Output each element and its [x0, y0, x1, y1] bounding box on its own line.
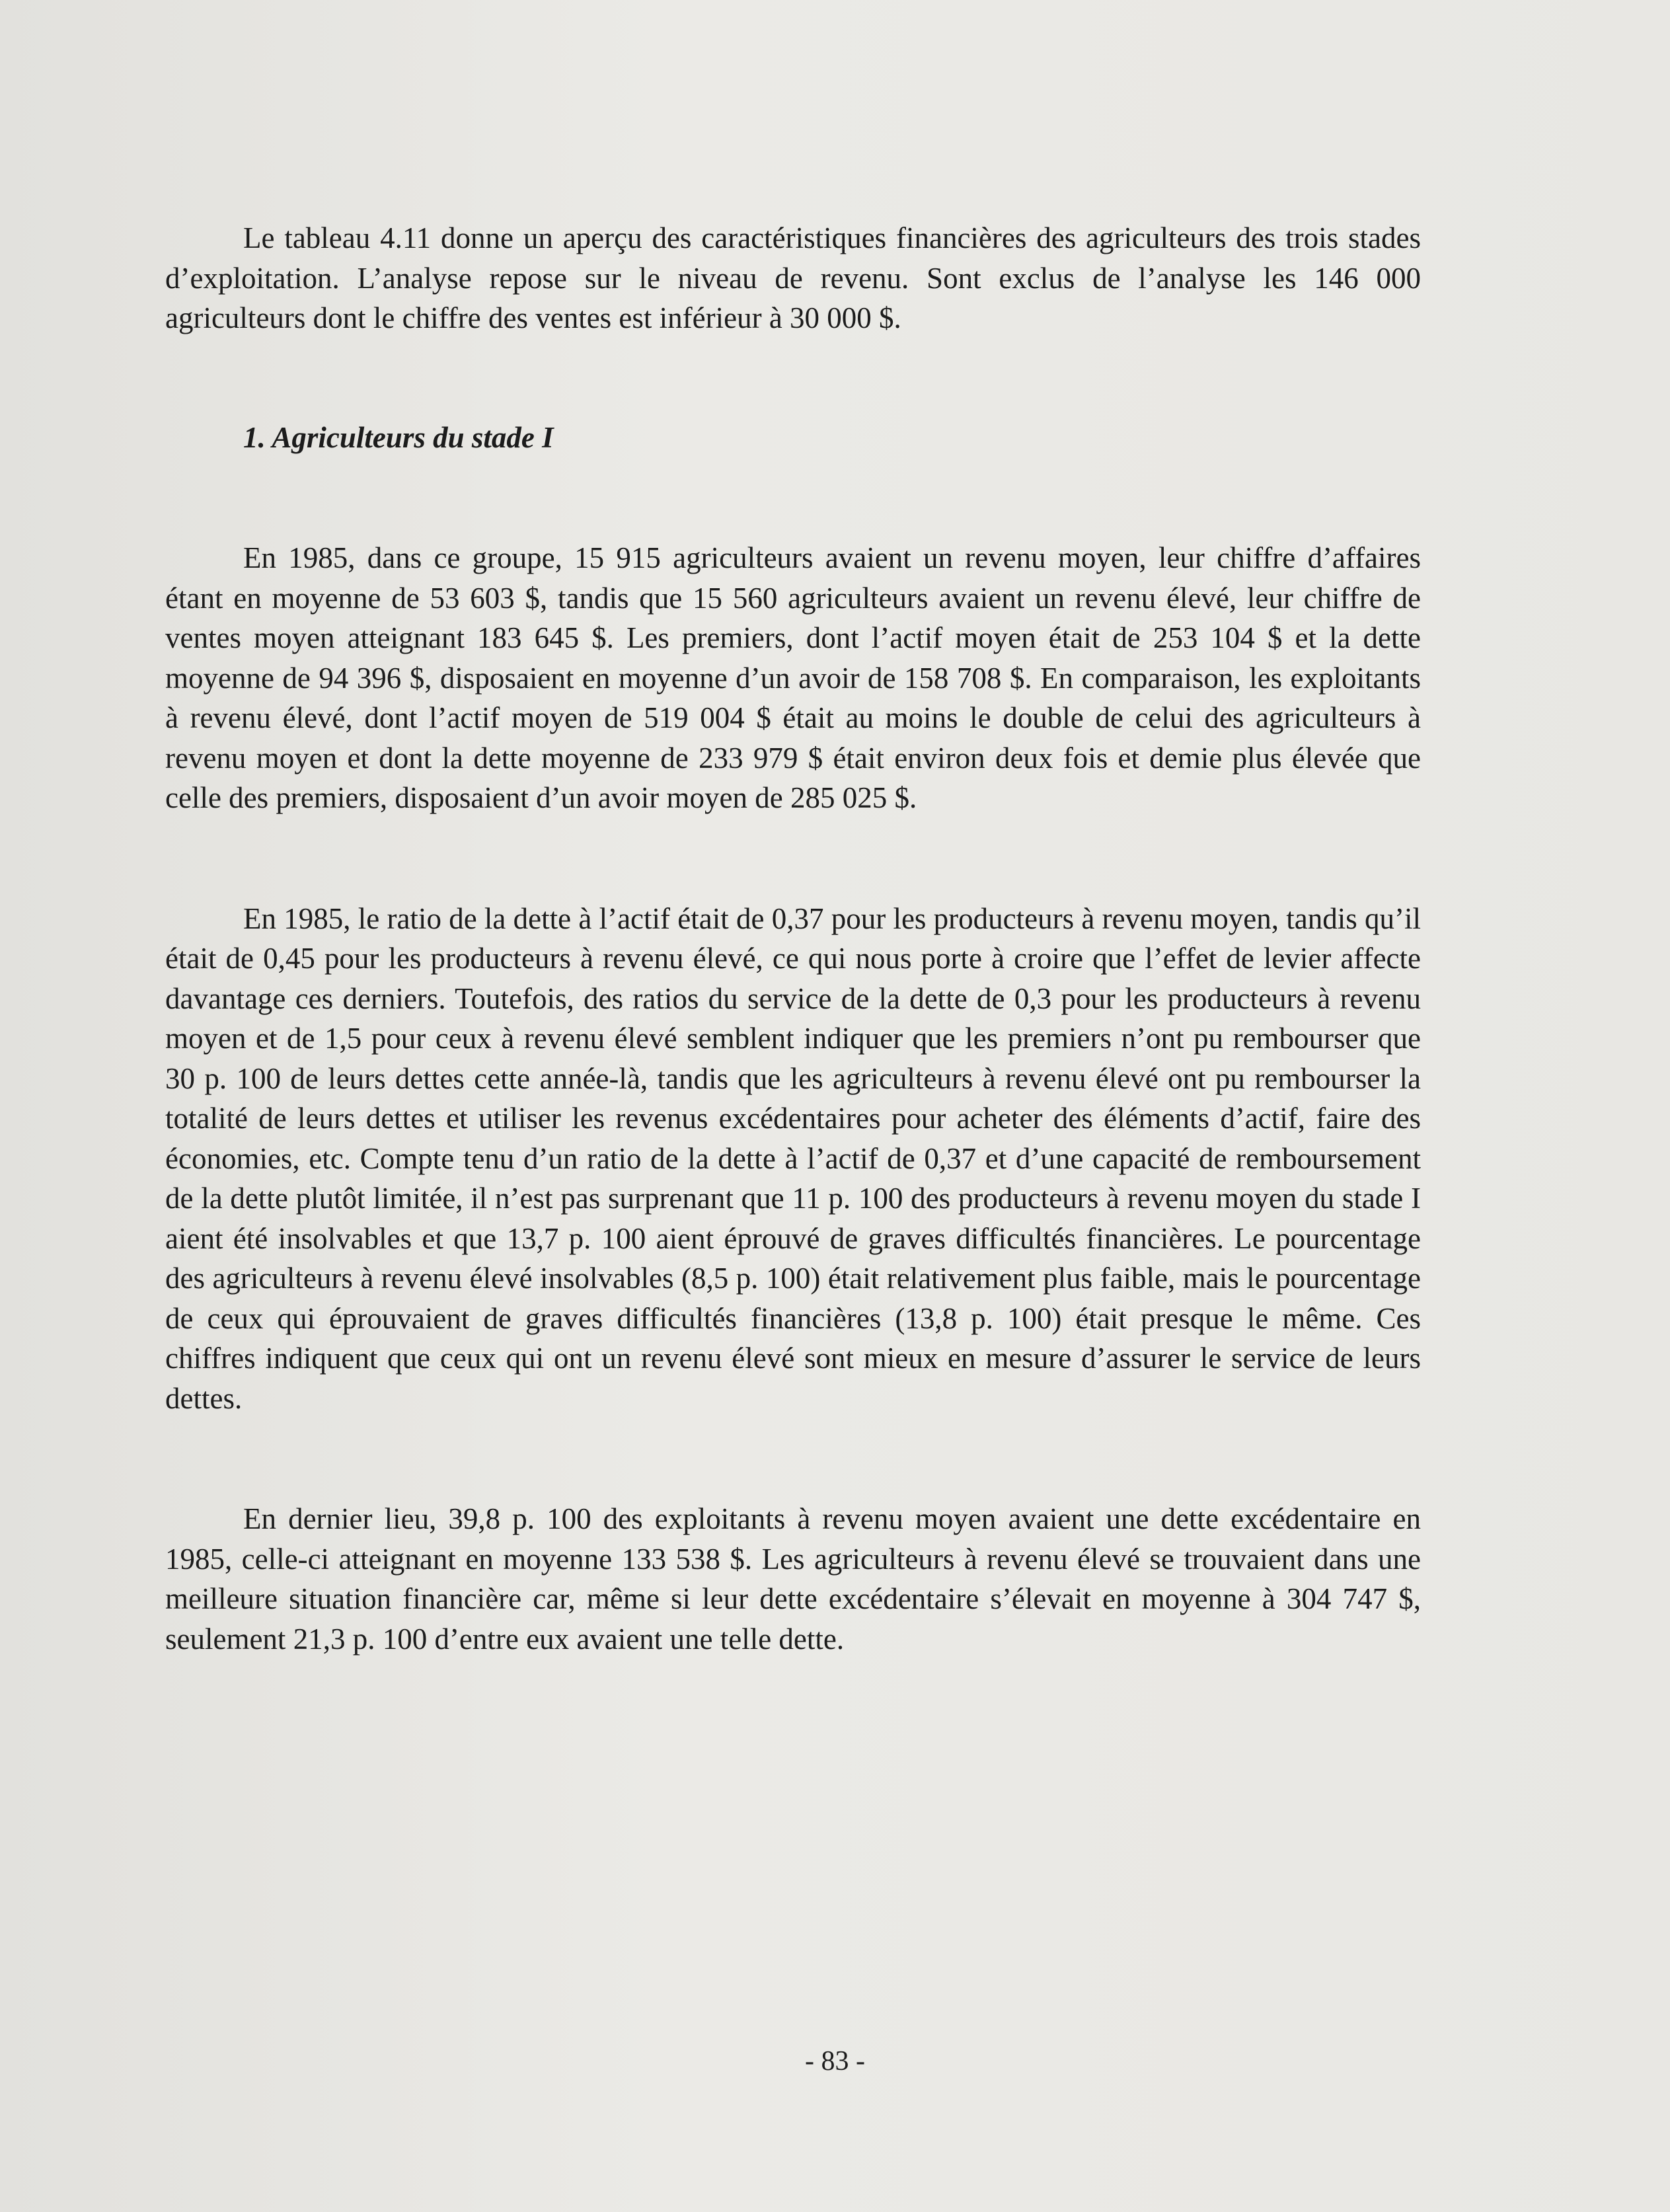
intro-paragraph: Le tableau 4.11 donne un aperçu des caractéristiques financières des agriculteurs des trois stades d’exploitation. L’analyse repose sur le niveau de revenu. Sont exclus de l’analyse les 146 000 agriculteurs dont le chiffre des ventes est inférieur à 30 000 $.	[165, 221, 1421, 334]
body-paragraph-excess-debt: En dernier lieu, 39,8 p. 100 des exploitants à revenu moyen avaient une dette excédentaire en 1985, celle-ci atteignant en moyenne 133 538 $. Les agriculteurs à revenu élevé se trouvaient dans une meilleure situation financière car, même si leur dette excédentaire s’élevait en moyenne à 304 747 $, seulement 21,3 p. 100 d’entre eux avaient une telle dette.	[165, 1502, 1421, 1656]
page-number: - 83 -	[805, 2046, 865, 2077]
body-paragraph-ratios: En 1985, le ratio de la dette à l’actif était de 0,37 pour les producteurs à revenu moyen, tandis qu’il était de 0,45 pour les producteurs à revenu élevé, ce qui nous porte à croire que l’effet de levier affecte davantage ces derniers. Toutefois, des ratios du service de la dette de 0,3 pour les producteurs à revenu moyen et de 1,5 pour ceux à revenu élevé semblent indiquer que les premiers n’ont pu rembourser que 30 p. 100 de leurs dettes cette année-là, tandis que les agriculteurs à revenu élevé ont pu rembourser la totalité de leurs dettes et utiliser les revenus excédentaires pour acheter des éléments d’actif, faire des économies, etc. Compte tenu d’un ratio de la dette à l’actif de 0,37 et d’une capacité de remboursement de la dette plutôt limitée, il n’est pas surprenant que 11 p. 100 des producteurs à revenu moyen du stade I aient été insolvables et que 13,7 p. 100 aient éprouvé de graves difficultés financières. Le pourcentage des agriculteurs à revenu élevé insolvables (8,5 p. 100) était relativement plus faible, mais le pourcentage de ceux qui éprouvaient de graves difficultés financières (13,8 p. 100) était presque le même. Ces chiffres indiquent que ceux qui ont un revenu élevé sont mieux en mesure d’assurer le service de leurs dettes.	[165, 901, 1421, 1415]
section-heading: 1. Agriculteurs du stade I	[243, 420, 554, 454]
page-content	[165, 218, 1421, 1659]
body-paragraph-income: En 1985, dans ce groupe, 15 915 agriculteurs avaient un revenu moyen, leur chiffre d’affaires étant en moyenne de 53 603 $, tandis que 15 560 agriculteurs avaient un revenu élevé, leur chiffre de ventes moyen atteignant 183 645 $. Les premiers, dont l’actif moyen était de 253 104 $ et la dette moyenne de 94 396 $, disposaient en moyenne d’un avoir de 158 708 $. En comparaison, les exploitants à revenu élevé, dont l’actif moyen de 519 004 $ était au moins le double de celui des agriculteurs à revenu moyen et dont la dette moyenne de 233 979 $ était environ deux fois et demie plus élevée que celle des premiers, disposaient d’un avoir moyen de 285 025 $.	[165, 541, 1421, 814]
